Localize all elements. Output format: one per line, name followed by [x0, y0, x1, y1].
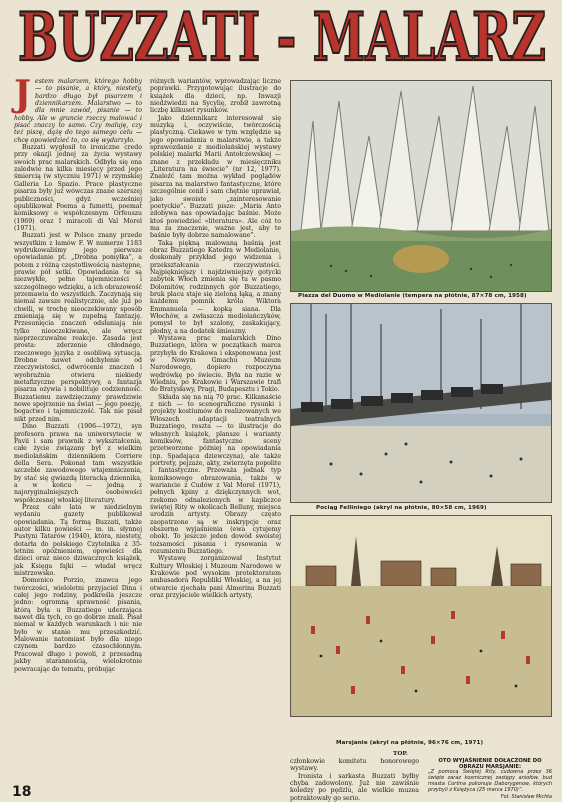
- sidebar-heading: OTO WYJAŚNIENIE DOŁĄCZONE DO OBRAZU MARSJANIE:: [438, 758, 542, 770]
- paragraph: Wystawa prac malarskich Dino Buzzatiego, która w początkach marca przybyła do Krakowa i eksponowana jest w Nowym Gmachu Muzeum Narodowego, dopiero rozpoczyna wędrówkę po świecie. Była na razie w Wiedniu, po Krakowie i Warszawie trafi do Bratysławy, Pragi, Budapesztu i Tokio.: [150, 335, 281, 394]
- painting-caption: Pociąg Felliniego (akryl na płótnie, 80×58 cm, 1969): [316, 505, 487, 511]
- painting-marsjanie: [290, 515, 552, 717]
- article-column-1: [14, 73, 142, 786]
- painting-caption: Marsjanie (akryl na płótnie, 96×76 cm, 1971): [336, 740, 484, 746]
- paragraph: różnych wariantów, wprowadzając liczne poprawki. Przygotowując ilustracje do książek dla dzieci, np. Inwazji niedźwiedzi na Sycylię, zrobił zawrotną liczbę kilkuset rysunków.: [150, 78, 281, 115]
- paragraph: Wystawę zorganizował Instytut Kultury Włoskiej i Muzeum Narodowe w Krakowie pod wysokim protektoratem ambasadora Republiki Włoskiej, a na jej otwarcie zjechała pani Almerina Buzzati oraz przyjaciele wielkich artysty,: [150, 555, 281, 600]
- paragraph: Taką piękną malowaną baśnią jest obraz Buzzatiego Katedra w Mediolanie, doskonały przykład jego widzenia i przekształcania rzeczywistości. Najpiękniejszy i najdziwniejszy gotycki zabytek Włoch zmienia się tu w pasmo Dolomitów, rodzinnych gór Buzzatiego, bruk placu staje się zieloną łąką, a znany każdemu pomnik króla Wiktora Emmanuela — kopką siana. Dla Włochów, a zwłaszcza mediolańczyków, pomysł to był szalony, zaskakujący, płodny, a na dodatek śmieszny.: [150, 239, 281, 335]
- headline-text: BUZZATI - MALARZ: [18, 0, 546, 76]
- paragraph: Składa się na nią 70 prac. Kilkanaście z nich — to scenograficzne rysunki i projekty kostiumów do realizowanych we Włoszech adaptacji teatralnych Buzzatiego, reszta — to ilustracje do własnych książek, plansze i warianty komiksów, fantastyczne sceny przetworzone później na opowiadania (np. Spadająca dziewczyna), ale także portrety, pejzaże, akty, zwierzęta popolite i fantastyczne. Przeważa jednak typ komiksowego obrazowania, także w wariancie z Cudów z Val Morel (1971), pełnych kpiny z dziękczynnych wot, rzekomo odnalezionych w kapliczce świętej Rity w okolicach Belluny, miejsca urodzin artysty. Obrazy często zaopatrzone są w inskrypcje oraz obszerne wyjaśnienia (ewa cytujemy obok). To jeszcze jeden dowód swoistej tożsamości pisania i rysowania w rozumieniu Buzzatiego.: [150, 393, 281, 555]
- painting-marsjanie-graphic: [291, 516, 551, 716]
- author-signature: TOP.: [393, 751, 408, 757]
- photo-credit: Fot. Stanisław Michta: [500, 794, 552, 800]
- headline: [14, 0, 550, 76]
- drop-cap: J: [14, 73, 32, 115]
- article-lead: [14, 73, 142, 144]
- paragraph: Ironista i sarkasta Buzzati byłby chyba zadowolony. Już nie zawiśnie koledzy po pędzlu, ale wielkie muzea potraktowały go serio.: [290, 772, 419, 802]
- paragraph: Jako dziennikarz interesował się muzyką i, oczywiście, twórczością plastyczną. Ciekawe w tym względzie są jego opowiadania o malarstwie, a także sprawozdanie z mediolańskiej wystawy polskiej malarki Marii Antołczewskiej — znane z przekładu w miesięczniku „Literatura na świecie” (nr 12, 1977). Znaleźć tam można wykład poglądów pisarza na malarstwo fantastyczne, które szczególnie cenił i sam chętnie uprawiał, jako swoiste „zainteresowanie poetyckie”. Buzzati pisze: „Maria Anto zdobywa nas opowiadając baśnie. Może ktoś powiedzieć «literatura». Ale cóż to ma za znaczenie, ważne jest, aby te baśnie były dobrze namalowane”.: [150, 114, 281, 240]
- paragraph: Buzzati jest w Polsce znany przede wszystkim z łamów F. W numerze 1183 wydrukowaliśmy jego pierwsze opowiadanie pt. „Drobna pomyłka”, a potem z różną częstotliwością następne, prawie pół setki. Opowiadania te są niezwykłe, pełne tajemniczości i szczególnego wdzięku, a ich obrazowość przemawia do wszystkich. Zaczynają się niemal zawsze realistycznie, ale już po chwili, w trochę nieoczekiwany sposób zmieniają się w zupełną fantazję. Przesunięcia znaczeń odsłaniają nie tylko nieoczekiwane, ale wręcz nieprzeczuwalne reakcje. Zasada jest prosta: zderzenie chłodnego, rzeczowego języka z osobliwą sytuacją. Drobne nawet odchylenie od rzeczywistości, odwrócenie znaczeń i wyobraźnia otwiera niekiedy metafizyczne perspektywy, a fantazja pisarza ożywia i nobilituje codzienność. Buzzatiemu zawdzięczamy prawdziwie nowe spojrzenie na świat — jego poezję, bogactwo i tajemniczość. Tak nie pisał nikt przed nim.: [14, 232, 142, 423]
- page-number: 18: [12, 784, 32, 800]
- paragraph: Przez całe lata w niedzielnym wydaniu gazety publikował opowiadania. Tą formą Buzzati, także autor kilku powieści — m. in. słynnej Pustyni Tatarów (1940), która, niestety, dotarła do polskiego Czytelnika z 35-letnim opóźnieniem, opowieści dla dzieci oraz nieco dziwacznych książek, jak Księga fajki — władał wręcz mistrzowsko.: [14, 503, 142, 578]
- paragraph: Dino Buzzati (1906—1972), syn profesora prawa na uniwersytecie w Pavii i sam prawnik z wykształcenia, całe życie związany był z wielkim mediolańskim dziennikiem Corriere della Sera. Pokonał tam wszystkie szczeble zawodowego wtajemniczenia, by stać się gwiazdą literacką dziennika, a w końcu — jedną z najoryginalniejszych osobowości współczesnej włoskiej literatury.: [14, 423, 142, 504]
- article-column-3: [290, 758, 419, 802]
- painting-pociag-felliniego: [290, 303, 552, 503]
- painting-caption: Piazza del Duomo w Mediolanie (tempera na płótnie, 87×78 cm, 1958): [298, 293, 527, 299]
- paragraph: Buzzati wygłosił to ironiczne credo przy okazji jednej za życia wystawy swoich prac malarskich. Odbyła się ona zaledwie na kilka miesięcy przed jego śmiercią (w styczniu 1971) w rzymskiej Galleria Lo Spazio. Prace plastyczne pisarza były już wówczas znane szerszej publiczności, gdyż wcześniej opublikował Poema a fumetti, poemat komiksowy o współczesnym Orfeuszu (1969) oraz I miracoli di Val Morel (1971).: [14, 144, 142, 232]
- paragraph: Domenico Porzio, znawca jego twórczości, wieloletni przyjaciel Dina i całej jego rodziny, podkreśla jeszcze jedno: ogromną sprawność pisania, którą była u Buzzatiego uderzająca nawet dla tych, co go dobrze znali. Pisał niemal w każdych warunkach i nic nie było w stanie mu przeszkodzić. Malowanie natomiast było dla niego czynem bardzo czasochłonnym. Pracował długo i powoli, z przesadną jakby starannością, wielokrotnie powracając do tematu, próbując: [14, 577, 142, 673]
- painting-fellini-graphic: [291, 304, 551, 502]
- painting-piazza-del-duomo: [290, 80, 552, 292]
- sidebar-note: [428, 758, 552, 798]
- painting-duomo-graphic: [291, 81, 551, 291]
- sidebar-text: „Z pomocą Świętej Rity, cudowna przez 36 święte zaraz kosmicznej zastępy aniołów, bud miasta Cortina pokonuje Daborygenow, których przybyli z Księżyca (25 marca 1970)”.: [428, 769, 552, 793]
- lead-text: estem malarzem, którego hobby — to pisanie, a który, niestety, bardzo długo był pisarzem i dziennikarzem. Malarstwo — to dla mnie zawód, pisanie — to hobby. Ale w gruncie rzeczy malować i pisać znaczy to samo. Czy maluję, czy też piszę, dążę do tego samego celu — chcę opowiedzieć to, co się wydarzyło.: [14, 78, 142, 144]
- article-column-2: [150, 78, 281, 786]
- paragraph: członkowie komitetu honorowego wystawy.: [290, 758, 419, 773]
- headline-graphic: [14, 0, 550, 76]
